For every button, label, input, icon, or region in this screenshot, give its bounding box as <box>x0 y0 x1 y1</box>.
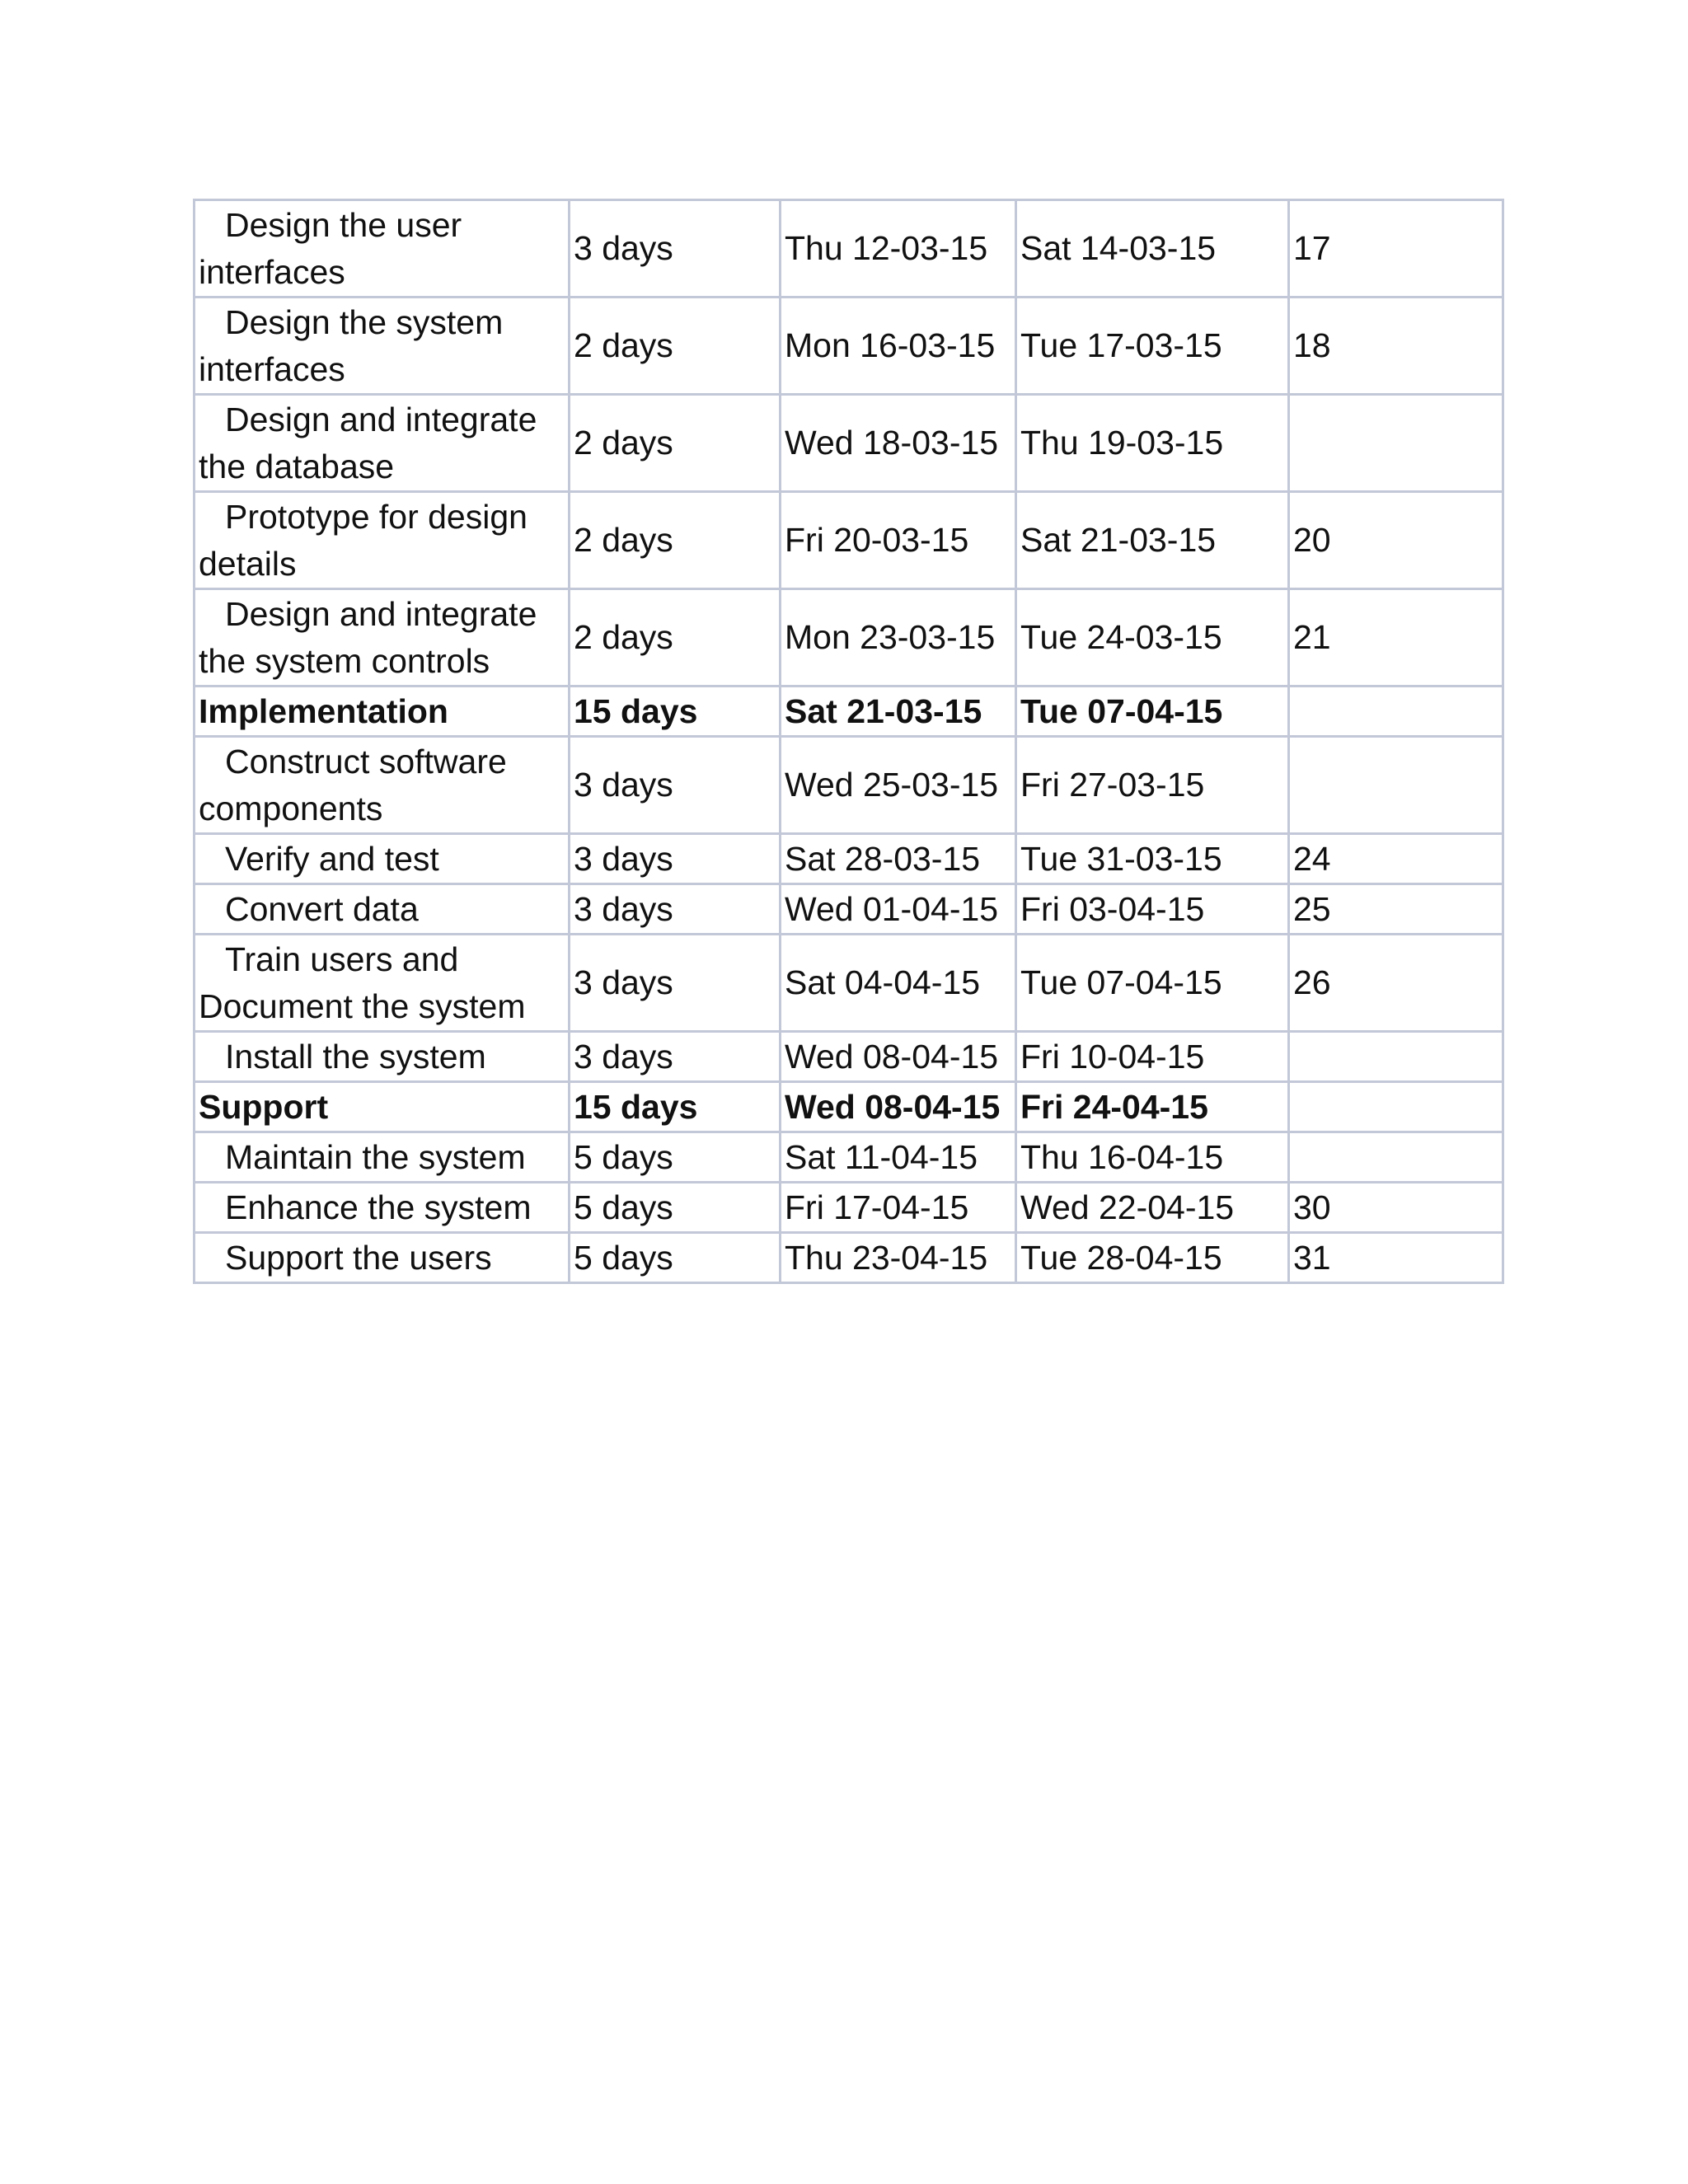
duration-cell: 5 days <box>570 1233 781 1283</box>
predecessors-cell: 24 <box>1289 834 1503 884</box>
table-row <box>195 298 1503 395</box>
start-date-cell: Sat 11-04-15 <box>781 1132 1016 1183</box>
task-name-cell <box>195 395 570 492</box>
duration-cell: 15 days <box>570 1082 781 1132</box>
table-row <box>195 935 1503 1032</box>
table-row <box>195 1183 1503 1233</box>
task-name: Maintain the system <box>225 1137 526 1176</box>
predecessors-cell <box>1289 687 1503 737</box>
predecessors-cell: 26 <box>1289 935 1503 1032</box>
task-name: Design and integrate the system controls <box>199 594 537 680</box>
task-name: Construct software components <box>199 742 507 827</box>
finish-date-cell: Tue 17-03-15 <box>1016 298 1289 395</box>
task-name: Verify and test <box>225 839 439 878</box>
predecessors-cell: 21 <box>1289 589 1503 687</box>
finish-date-cell: Fri 24-04-15 <box>1016 1082 1289 1132</box>
predecessors-cell <box>1289 1132 1503 1183</box>
predecessors-cell <box>1289 1082 1503 1132</box>
duration-cell: 3 days <box>570 884 781 935</box>
table-row <box>195 1233 1503 1283</box>
duration-cell: 15 days <box>570 687 781 737</box>
task-name-cell <box>195 935 570 1032</box>
predecessors-cell: 20 <box>1289 492 1503 589</box>
task-name: Support the users <box>225 1238 492 1277</box>
table-row <box>195 1132 1503 1183</box>
table-row <box>195 884 1503 935</box>
task-name: Design the user interfaces <box>199 205 462 291</box>
finish-date-cell: Fri 27-03-15 <box>1016 737 1289 834</box>
task-name: Install the system <box>225 1037 486 1076</box>
finish-date-cell: Tue 28-04-15 <box>1016 1233 1289 1283</box>
duration-cell: 3 days <box>570 935 781 1032</box>
finish-date-cell: Tue 31-03-15 <box>1016 834 1289 884</box>
project-schedule-table <box>193 199 1504 1284</box>
table-row <box>195 1032 1503 1082</box>
duration-cell: 3 days <box>570 737 781 834</box>
duration-cell: 5 days <box>570 1132 781 1183</box>
start-date-cell: Wed 01-04-15 <box>781 884 1016 935</box>
duration-cell: 3 days <box>570 834 781 884</box>
finish-date-cell: Sat 21-03-15 <box>1016 492 1289 589</box>
start-date-cell: Wed 08-04-15 <box>781 1032 1016 1082</box>
duration-cell: 5 days <box>570 1183 781 1233</box>
finish-date-cell: Tue 24-03-15 <box>1016 589 1289 687</box>
finish-date-cell: Wed 22-04-15 <box>1016 1183 1289 1233</box>
start-date-cell: Fri 17-04-15 <box>781 1183 1016 1233</box>
start-date-cell: Thu 12-03-15 <box>781 200 1016 298</box>
table-row <box>195 589 1503 687</box>
start-date-cell: Fri 20-03-15 <box>781 492 1016 589</box>
task-name: Design the system interfaces <box>199 302 504 388</box>
start-date-cell: Sat 04-04-15 <box>781 935 1016 1032</box>
predecessors-cell <box>1289 737 1503 834</box>
duration-cell: 3 days <box>570 200 781 298</box>
finish-date-cell: Thu 16-04-15 <box>1016 1132 1289 1183</box>
task-name-cell <box>195 589 570 687</box>
task-name: Enhance the system <box>225 1188 532 1226</box>
task-name-cell <box>195 492 570 589</box>
summary-row <box>195 687 1503 737</box>
table-row <box>195 200 1503 298</box>
duration-cell: 3 days <box>570 1032 781 1082</box>
start-date-cell: Mon 16-03-15 <box>781 298 1016 395</box>
phase-name-cell: Implementation <box>195 687 570 737</box>
finish-date-cell: Sat 14-03-15 <box>1016 200 1289 298</box>
finish-date-cell: Fri 10-04-15 <box>1016 1032 1289 1082</box>
task-name: Convert data <box>225 889 419 928</box>
duration-cell: 2 days <box>570 395 781 492</box>
start-date-cell: Wed 18-03-15 <box>781 395 1016 492</box>
start-date-cell: Wed 25-03-15 <box>781 737 1016 834</box>
finish-date-cell: Tue 07-04-15 <box>1016 935 1289 1032</box>
predecessors-cell <box>1289 1032 1503 1082</box>
start-date-cell: Wed 08-04-15 <box>781 1082 1016 1132</box>
table-row <box>195 834 1503 884</box>
task-name-cell <box>195 834 570 884</box>
predecessors-cell <box>1289 395 1503 492</box>
task-name-cell <box>195 1032 570 1082</box>
task-name-cell <box>195 1132 570 1183</box>
task-name: Design and integrate the database <box>199 400 537 485</box>
task-name-cell <box>195 1233 570 1283</box>
duration-cell: 2 days <box>570 298 781 395</box>
finish-date-cell: Tue 07-04-15 <box>1016 687 1289 737</box>
task-name: Prototype for design details <box>199 497 528 583</box>
task-name-cell <box>195 1183 570 1233</box>
predecessors-cell: 17 <box>1289 200 1503 298</box>
task-name-cell <box>195 298 570 395</box>
task-name-cell <box>195 884 570 935</box>
predecessors-cell: 18 <box>1289 298 1503 395</box>
task-name-cell <box>195 737 570 834</box>
table-row <box>195 737 1503 834</box>
start-date-cell: Sat 28-03-15 <box>781 834 1016 884</box>
predecessors-cell: 30 <box>1289 1183 1503 1233</box>
predecessors-cell: 31 <box>1289 1233 1503 1283</box>
task-name-cell <box>195 200 570 298</box>
finish-date-cell: Fri 03-04-15 <box>1016 884 1289 935</box>
duration-cell: 2 days <box>570 589 781 687</box>
phase-name-cell: Support <box>195 1082 570 1132</box>
start-date-cell: Thu 23-04-15 <box>781 1233 1016 1283</box>
table-row <box>195 492 1503 589</box>
summary-row <box>195 1082 1503 1132</box>
finish-date-cell: Thu 19-03-15 <box>1016 395 1289 492</box>
duration-cell: 2 days <box>570 492 781 589</box>
task-name: Train users and Document the system <box>199 940 526 1025</box>
start-date-cell: Mon 23-03-15 <box>781 589 1016 687</box>
start-date-cell: Sat 21-03-15 <box>781 687 1016 737</box>
predecessors-cell: 25 <box>1289 884 1503 935</box>
table-row <box>195 395 1503 492</box>
